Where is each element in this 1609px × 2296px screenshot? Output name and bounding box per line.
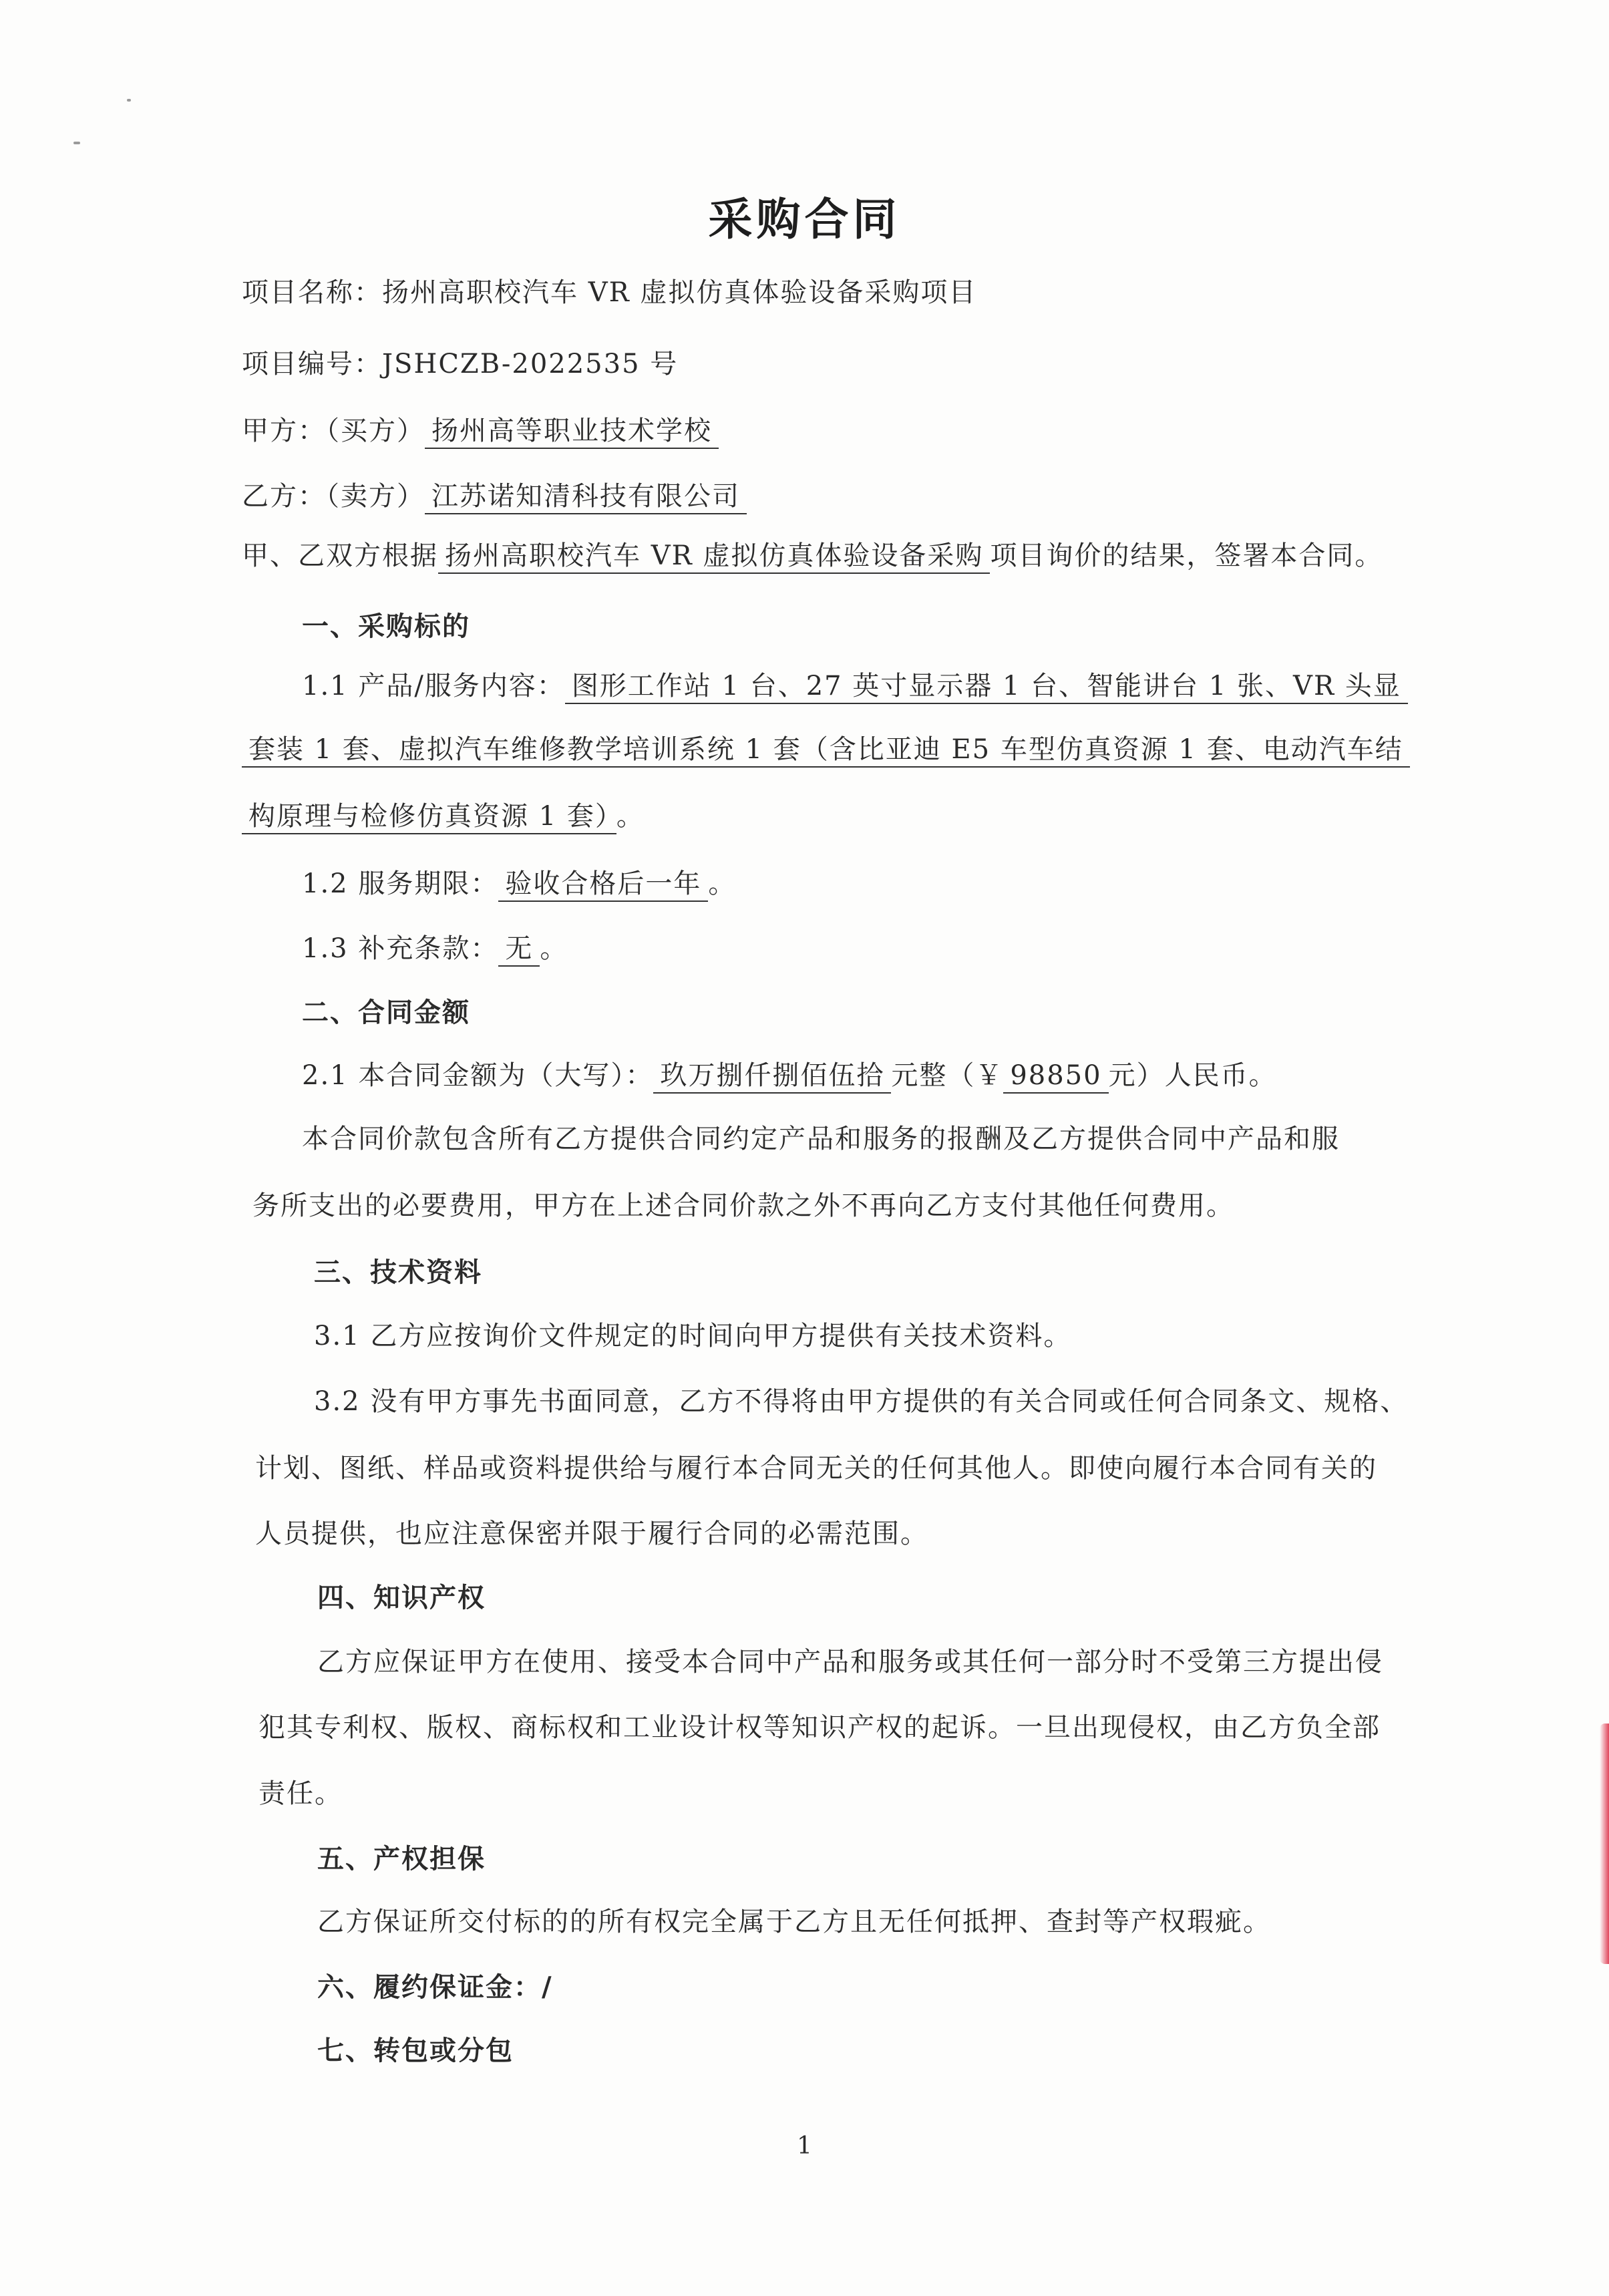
clause-1-1-line1 [302, 673, 1408, 699]
amount-suffix: 元）人民币。 [1108, 1060, 1277, 1091]
section1-heading: 一、采购标的 [302, 611, 470, 642]
project-name-label: 项目名称： [242, 277, 382, 308]
scan-speck [127, 99, 131, 102]
section4-heading: 四、知识产权 [317, 1582, 486, 1613]
clause-1-2-line [302, 870, 736, 897]
clause-2-1-line [302, 1062, 1277, 1089]
project-no-label: 项目编号： [242, 349, 382, 379]
clause-3-2-line1: 3.2 没有甲方事先书面同意，乙方不得将由甲方提供的有关合同或任何合同条文、规格、 [314, 1386, 1409, 1417]
clause-1-1-label: 1.1 产品/服务内容： [302, 671, 565, 701]
clause-1-1-text2: 套装 1 套、虚拟汽车维修教学培训系统 1 套（含比亚迪 E5 车型仿真资源 1 套、电动汽车结 [242, 734, 1410, 768]
clause-1-2-value: 验收合格后一年 [498, 868, 708, 902]
intro-suffix: 项目询价的结果，签署本合同。 [990, 540, 1383, 571]
clause-1-2-label: 1.2 服务期限： [302, 868, 499, 899]
party-b-label: 乙方：（卖方） [242, 481, 425, 512]
clause-3-2-line3: 人员提供，也应注意保密并限于履行合同的必需范围。 [255, 1518, 928, 1549]
section4-paragraph-line3: 责任。 [258, 1778, 343, 1809]
clause-3-1: 3.1 乙方应按询价文件规定的时间向甲方提供有关技术资料。 [314, 1321, 1072, 1351]
section2-paragraph-line2: 务所支出的必要费用，甲方在上述合同价款之外不再向乙方支付其他任何费用。 [252, 1190, 1234, 1221]
intro-prefix: 甲、乙双方根据 [242, 540, 438, 571]
clause-1-3-end: 。 [540, 933, 568, 964]
clause-1-1-text3: 构原理与检修仿真资源 1 套） [242, 801, 616, 834]
clause-1-1-end: 。 [616, 801, 645, 832]
clause-1-3-value: 无 [498, 933, 540, 967]
party-a-line [242, 418, 719, 444]
party-b-line [242, 483, 747, 510]
section3-heading: 三、技术资料 [314, 1257, 482, 1288]
intro-project: 扬州高职校汽车 VR 虚拟仿真体验设备采购 [438, 540, 990, 574]
clause-2-1-label: 2.1 本合同金额为（大写）： [302, 1060, 654, 1091]
page-number: 1 [797, 2132, 812, 2160]
binding-mark [1600, 1724, 1609, 1964]
section2-heading: 二、合同金额 [302, 997, 470, 1028]
section6-heading: 六、履约保证金：/ [317, 1971, 553, 2003]
project-no-line [242, 351, 678, 377]
clause-1-2-end: 。 [708, 868, 737, 899]
clause-3-2-line2: 计划、图纸、样品或资料提供给与履行本合同无关的任何其他人。即使向履行本合同有关的 [255, 1453, 1377, 1484]
clause-1-1-line2 [242, 736, 1410, 763]
party-a-value: 扬州高等职业技术学校 [425, 416, 719, 449]
scan-speck [73, 142, 80, 144]
section5-heading: 五、产权担保 [317, 1843, 486, 1874]
clause-1-1-line3 [242, 803, 645, 830]
amount-in-words: 玖万捌仟捌佰伍拾 [653, 1060, 891, 1094]
section4-paragraph-line1: 乙方应保证甲方在使用、接受本合同中产品和服务或其任何一部分时不受第三方提出侵 [317, 1647, 1383, 1677]
intro-line [242, 542, 1383, 569]
project-name-value: 扬州高职校汽车 VR 虚拟仿真体验设备采购项目 [382, 277, 977, 308]
clause-1-3-label: 1.3 补充条款： [302, 933, 499, 964]
document-title: 采购合同 [708, 193, 901, 245]
section4-paragraph-line2: 犯其专利权、版权、商标权和工业设计权等知识产权的起诉。一旦出现侵权，由乙方负全部 [258, 1712, 1381, 1743]
section5-paragraph: 乙方保证所交付标的的所有权完全属于乙方且无任何抵押、查封等产权瑕疵。 [317, 1907, 1271, 1937]
amount-mid: 元整（￥ [891, 1060, 1004, 1091]
clause-1-3-line [302, 935, 568, 962]
project-no-value: JSHCZB-2022535 号 [382, 349, 679, 379]
amount-in-figures: 98850 [1003, 1060, 1108, 1094]
project-name-line [242, 279, 976, 306]
section7-heading: 七、转包或分包 [317, 2035, 514, 2066]
party-a-label: 甲方：（买方） [242, 416, 425, 446]
party-b-value: 江苏诺知清科技有限公司 [425, 481, 747, 514]
clause-1-1-text1: 图形工作站 1 台、27 英寸显示器 1 台、智能讲台 1 张、VR 头显 [565, 671, 1408, 704]
section2-paragraph-line1: 本合同价款包含所有乙方提供合同约定产品和服务的报酬及乙方提供合同中产品和服 [302, 1124, 1340, 1154]
